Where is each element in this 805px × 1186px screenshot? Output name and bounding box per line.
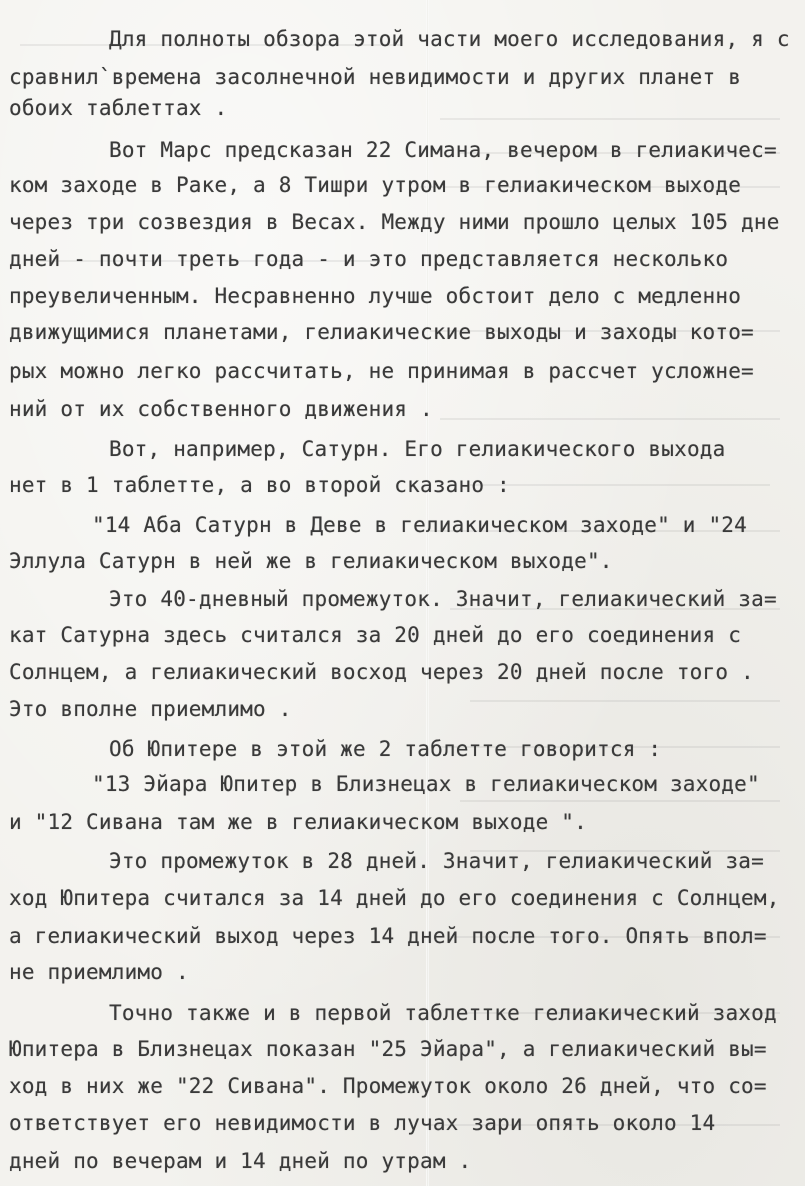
text-line: Вот Марс предсказан 22 Симана, вечером в гелиакичес= [109,138,777,162]
text-line: и "12 Сивана там же в гелиакическом выходе ". [9,810,587,834]
text-line: рых можно легко рассчитать, не принимая в рассчет усложне= [9,359,754,383]
text-line: преувеличенным. Несравненно лучше обстоит дело с медленно [9,284,742,308]
text-line: ответствует его невидимости в лучах зари опять около 14 [9,1111,716,1135]
text-line: "14 Аба Сатурн в Деве в гелиакическом заходе" и "24 [92,513,747,537]
text-line: ком заходе в Раке, а 8 Тишри утром в гелиакическом выходе [9,173,742,197]
text-line: обоих таблеттах . [9,96,228,120]
text-line: ход Юпитера считался за 14 дней до его соединения с Солнцем, [9,886,780,910]
text-line: Для полноты обзора этой части моего исследования, я с [109,27,790,51]
text-line: Это промежуток в 28 дней. Значит, гелиакический за= [109,849,764,873]
text-line: Это 40-дневный промежуток. Значит, гелиакический за= [109,587,777,611]
text-line: ний от их собственного движения . [9,397,433,421]
text-line: Юпитера в Близнецах показан "25 Эйара", а гелиакический вы= [9,1037,767,1061]
text-line: Об Юпитере в этой же 2 таблетте говорится : [109,737,662,761]
text-line: Вот, например, Сатурн. Его гелиакического выхода [109,437,726,461]
text-line: а гелиакический выход через 14 дней после того. Опять впол= [9,924,767,948]
text-line: нет в 1 таблетте, а во второй сказано : [9,473,510,497]
text-line: "13 Эйара Юпитер в Близнецах в гелиакическом заходе" [92,772,760,796]
text-line: дней по вечерам и 14 дней по утрам . [9,1149,472,1173]
text-line: через три созвездия в Весах. Между ними прошло целых 105 дне [9,210,780,234]
text-line: ход в них же "22 Сивана". Промежуток около 26 дней, что со= [9,1074,767,1098]
text-line: кат Сатурна здесь считался за 20 дней до его соединения с [9,623,742,647]
text-line: не приемлимо . [9,960,189,984]
text-line: Эллула Сатурн в ней же в гелиакическом выходе". [9,549,613,573]
text-line: Это вполне приемлимо . [9,697,292,721]
text-line: сравнил`времена засолнечной невидимости и других планет в [9,65,742,89]
text-line: движущимися планетами, гелиакические выходы и заходы кото= [9,320,754,344]
text-line: дней - почти треть года - и это представляется несколько [9,247,729,271]
text-line: Солнцем, а гелиакический восход через 20 дней после того . [9,660,754,684]
text-line: Точно также и в первой таблеттке гелиакический заход [109,1001,777,1025]
